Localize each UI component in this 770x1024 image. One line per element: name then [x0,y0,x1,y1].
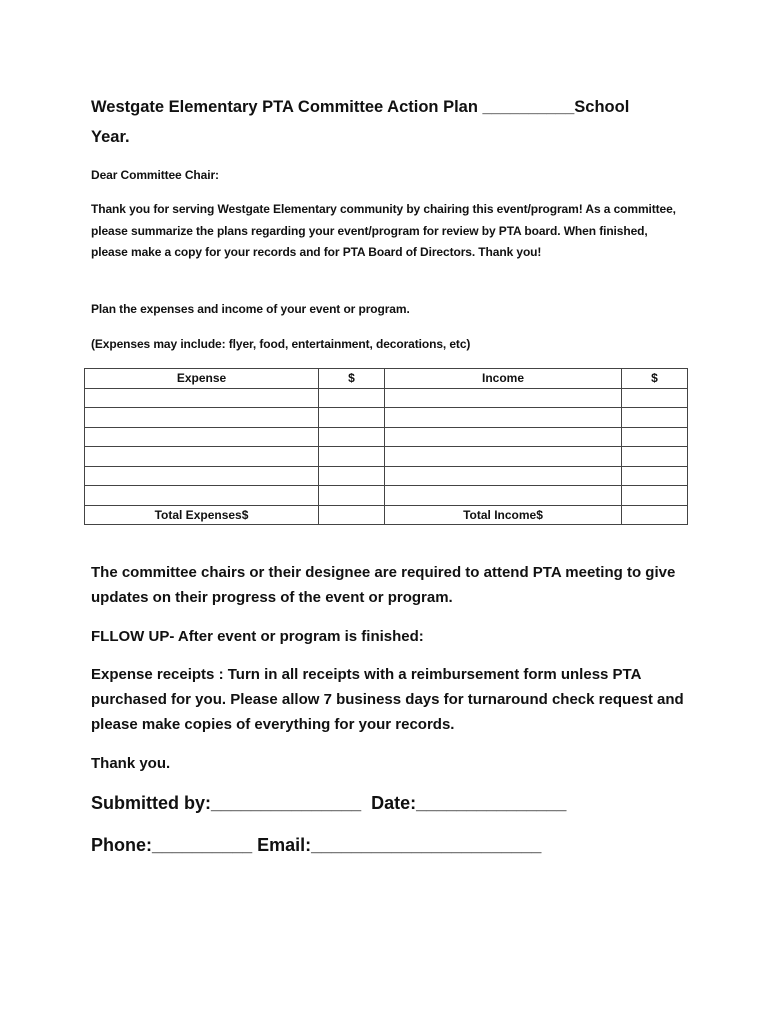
expense-amount-cell[interactable] [319,486,385,506]
income-amount-cell[interactable] [622,486,688,506]
expense-amount-cell[interactable] [319,388,385,408]
form-title-line-1: Westgate Elementary PTA Committee Action Plan __________School [91,98,630,116]
meeting-requirement: The committee chairs or their designee are required to attend PTA meeting to give updates on their progress of the event or program. [91,564,676,606]
income-amount-cell[interactable] [622,388,688,408]
income-amount-header: $ [622,369,688,389]
table-totals-row [85,505,688,525]
income-cell[interactable] [385,427,622,447]
income-amount-cell[interactable] [622,466,688,486]
expense-cell[interactable] [85,388,319,408]
expense-amount-header: $ [319,369,385,389]
expense-cell[interactable] [85,486,319,506]
income-amount-cell[interactable] [622,427,688,447]
expense-cell[interactable] [85,427,319,447]
income-cell[interactable] [385,466,622,486]
expense-amount-cell[interactable] [319,466,385,486]
expense-cell[interactable] [85,447,319,467]
expenses-note: (Expenses may include: flyer, food, entertainment, decorations, etc) [91,337,471,351]
expense-amount-cell[interactable] [319,427,385,447]
receipts-instruction: Expense receipts : Turn in all receipts with a reimbursement form unless PTA purchased for you. Please allow 7 business days for turnaround check request and please make copies of everything for your records. [91,666,684,733]
income-cell[interactable] [385,388,622,408]
table-row [85,486,688,506]
intro-paragraph: Thank you for serving Westgate Elementary community by chairing this event/program! As a committee, please summarize the plans regarding your event/program for review by PTA board. When finished, please make a copy for your records and for PTA Board of Directors. Thank you! [91,202,676,259]
income-cell[interactable] [385,486,622,506]
thank-you: Thank you. [91,755,171,772]
greeting: Dear Committee Chair: [91,168,219,182]
submitted-by-date-line[interactable]: Submitted by:_______________ Date:_______________ [91,793,567,813]
expense-header: Expense [85,369,319,389]
table-row [85,388,688,408]
expense-amount-cell[interactable] [319,408,385,428]
table-header-row [85,369,688,389]
form-title-line-2: Year. [91,128,130,146]
total-income-amount-cell[interactable] [622,505,688,525]
income-cell[interactable] [385,408,622,428]
income-header: Income [385,369,622,389]
income-cell[interactable] [385,447,622,467]
total-expenses-amount-cell[interactable] [319,505,385,525]
expense-amount-cell[interactable] [319,447,385,467]
expense-cell[interactable] [85,408,319,428]
table-row [85,408,688,428]
table-row [85,427,688,447]
phone-email-line[interactable]: Phone:__________ Email:_______________________ [91,835,542,855]
income-amount-cell[interactable] [622,447,688,467]
expense-cell[interactable] [85,466,319,486]
income-amount-cell[interactable] [622,408,688,428]
total-expenses-label: Total Expenses$ [85,505,319,525]
plan-instruction: Plan the expenses and income of your event or program. [91,302,410,316]
table-row [85,466,688,486]
follow-up-heading: FLLOW UP- After event or program is finished: [91,628,424,645]
budget-table [84,368,688,525]
form-title [91,92,691,152]
total-income-label: Total Income$ [385,505,622,525]
table-row [85,447,688,467]
